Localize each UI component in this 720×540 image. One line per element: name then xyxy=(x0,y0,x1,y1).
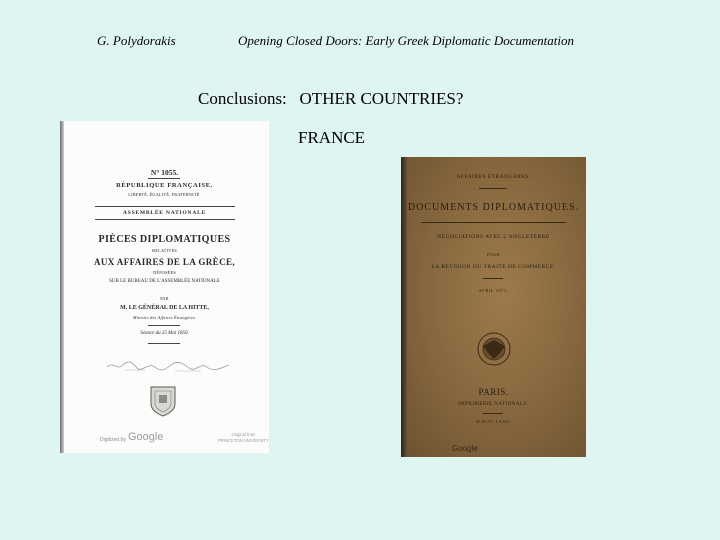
country-label: FRANCE xyxy=(298,128,366,147)
watermark-original xyxy=(218,432,269,443)
doc-bureau: SUR LE BUREAU DE L'ASSEMBLÉE NATIONALE xyxy=(109,279,220,284)
rule xyxy=(483,278,503,279)
watermark-google: Google xyxy=(452,444,478,453)
doc-par: PAR xyxy=(160,296,169,301)
doc2-pour: POUR xyxy=(487,252,500,257)
doc-pieces: PIÈCES DIPLOMATIQUES xyxy=(98,234,231,245)
doc2-date: AVRIL 1872. xyxy=(478,288,509,293)
doc2-ministry: AFFAIRES ÉTRANGÈRES. xyxy=(456,174,531,180)
watermark-google: Google xyxy=(128,431,164,443)
doc2-printer: IMPRIMERIE NATIONALE. xyxy=(458,402,529,407)
doc-general: M. LE GÉNÉRAL DE LA HITTE, xyxy=(120,305,209,311)
rule xyxy=(421,222,566,223)
library-stamp-seal xyxy=(148,384,178,418)
rule xyxy=(148,178,180,179)
doc2-revision: LA RÉVISION DU TRAITÉ DE COMMERCE. xyxy=(431,264,556,270)
doc-affaires: AUX AFFAIRES DE LA GRÈCE, xyxy=(93,257,236,267)
doc-number: N° 1055. xyxy=(150,168,179,177)
coat-of-arms-emblem xyxy=(474,329,514,369)
doc2-year: M DCCC LXXII. xyxy=(476,419,511,424)
document-scan-left xyxy=(60,121,269,453)
doc-assembly: ASSEMBLÉE NATIONALE xyxy=(122,210,207,216)
rule xyxy=(95,219,235,220)
conclusions-heading: Conclusions: OTHER COUNTRIES? xyxy=(198,89,464,108)
doc-seance: Séance du 25 Mai 1850. xyxy=(140,331,189,336)
handwritten-annotation xyxy=(105,359,233,373)
header-gap xyxy=(184,33,217,49)
rule xyxy=(479,188,507,189)
rule xyxy=(95,206,235,207)
doc2-title: DOCUMENTS DIPLOMATIQUES. xyxy=(407,202,580,213)
author-name: G. Polydorakis xyxy=(97,33,176,48)
doc-relatives: RELATIVES xyxy=(152,248,177,253)
rule xyxy=(148,325,180,326)
presentation-title: Opening Closed Doors: Early Greek Diplomatic Documentation xyxy=(238,33,575,48)
watermark-original-line2: PRINCETON UNIVERSITY xyxy=(218,437,269,443)
doc2-city: PARIS. xyxy=(478,387,509,397)
watermark-digitized: Digitized by xyxy=(100,437,126,443)
doc2-negotiations: NÉGOCIATIONS AVEC L'ANGLETERRE xyxy=(437,234,550,240)
rule xyxy=(148,343,180,344)
watermark-original-line1: Original from xyxy=(231,432,256,437)
doc-republic: RÉPUBLIQUE FRANÇAISE. xyxy=(116,182,213,189)
doc-ministre: Ministre des Affaires Étrangères. xyxy=(132,315,197,320)
slide-header xyxy=(97,33,617,51)
document-scan-right xyxy=(401,157,586,457)
doc-deposees: DÉPOSÉES xyxy=(153,270,176,275)
rule xyxy=(483,413,503,414)
doc-motto: LIBERTÉ, ÉGALITÉ, FRATERNITÉ. xyxy=(128,192,201,197)
